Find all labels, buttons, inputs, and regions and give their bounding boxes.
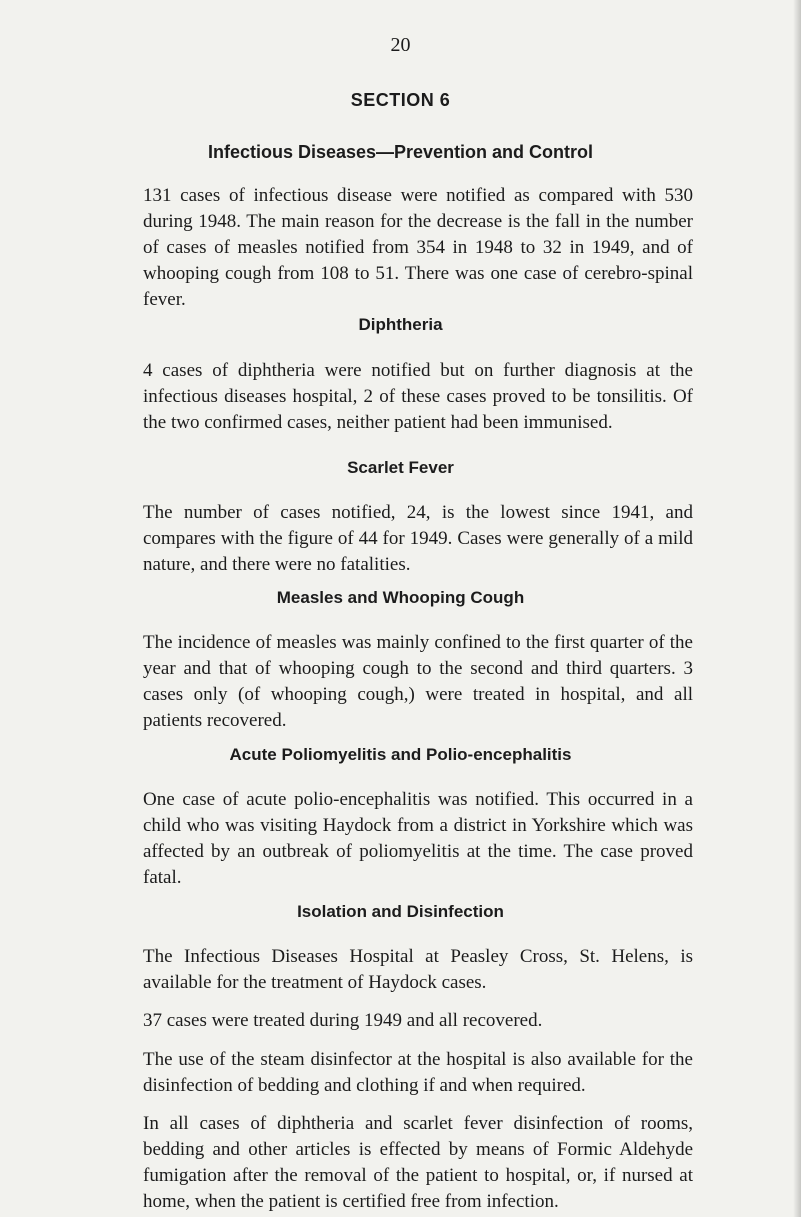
heading-scarlet-fever: Scarlet Fever — [347, 458, 454, 477]
paragraph-diphtheria: 4 cases of diphtheria were notified but on further diagnosis at the infectious diseases hospital, 2 of these cases proved to be tonsilitis. Of the two confirmed cases, neither patient had been immunised. — [143, 360, 693, 433]
paragraph-isolation-3: The use of the steam disinfector at the hospital is also available for the disinfection of bedding and clothing if and when required. — [143, 1049, 693, 1096]
page-number: 20 — [390, 34, 411, 56]
paragraph-isolation-2: 37 cases were treated during 1949 and all recovered. — [143, 1010, 543, 1031]
heading-poliomyelitis: Acute Poliomyelitis and Polio-encephalitis — [229, 745, 572, 764]
paragraph-measles-whooping-cough: The incidence of measles was mainly confined to the first quarter of the year and that of whooping cough to the second and third quarters. 3 cases only (of whooping cough,) were treated in hospital, and all patients recovered. — [143, 632, 693, 731]
section-title: SECTION 6 — [350, 90, 451, 110]
paragraph-scarlet-fever: The number of cases notified, 24, is the lowest since 1941, and compares with the figure of 44 for 1949. Cases were generally of a mild nature, and there were no fatalities. — [143, 502, 693, 575]
paragraph-isolation-4: In all cases of diphtheria and scarlet fever disinfection of rooms, bedding and other articles is effected by means of Formic Aldehyde fumigation after the removal of the patient to hospital, or, if nursed at home, when the patient is certified free from infection. — [143, 1113, 693, 1212]
section-subtitle: Infectious Diseases—Prevention and Control — [207, 142, 594, 162]
page-edge-shadow — [793, 0, 801, 1217]
paragraph-isolation-1: The Infectious Diseases Hospital at Peasley Cross, St. Helens, is available for the treatment of Haydock cases. — [143, 946, 693, 993]
intro-paragraph: 131 cases of infectious disease were notified as compared with 530 during 1948. The main reason for the decrease is the fall in the number of cases of measles notified from 354 in 1948 to 32 in 1949, and of whooping cough from 108 to 51. There was one case of cerebro-spinal fever. — [143, 185, 693, 310]
heading-isolation-disinfection: Isolation and Disinfection — [297, 902, 504, 921]
heading-measles-whooping-cough: Measles and Whooping Cough — [276, 588, 525, 607]
paragraph-poliomyelitis: One case of acute polio-encephalitis was notified. This occurred in a child who was visiting Haydock from a district in Yorkshire which was affected by an outbreak of poliomyelitis at the time. The case proved fatal. — [143, 789, 693, 888]
heading-diphtheria: Diphtheria — [358, 315, 443, 334]
